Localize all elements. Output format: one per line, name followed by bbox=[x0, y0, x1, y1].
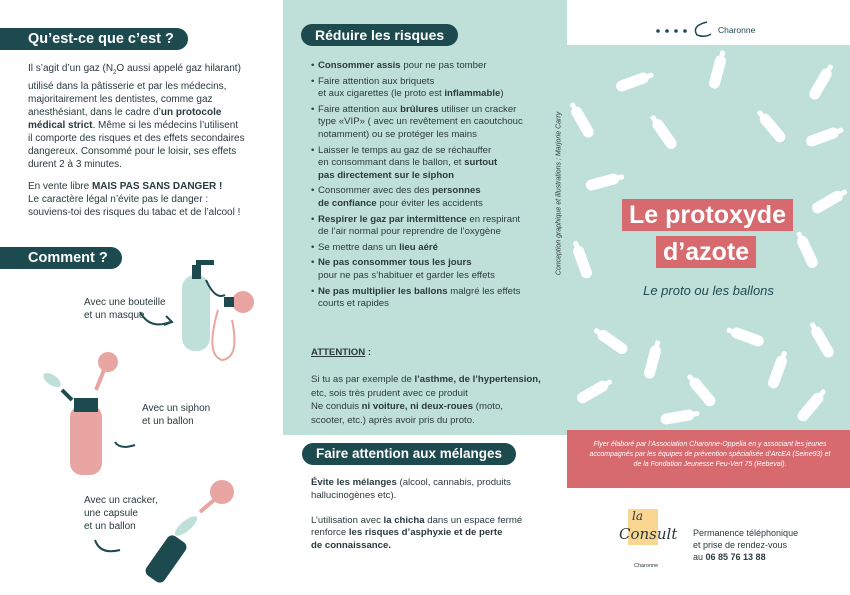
capsule-icon bbox=[805, 126, 841, 148]
cracker-icon bbox=[143, 480, 234, 585]
capsule-icon bbox=[730, 326, 766, 348]
list-item: • Respirer le gaz par intermittence en respirant de l’air normal pour reprendre de l’oxygène bbox=[311, 214, 561, 239]
intro-text: Il s’agit d’un gaz ($N_2O$ aussi appelé gaz hilarant) utilisé dans la pâtisserie et par les médecins, majoritairement les dentistes, comme gaz anesthésiant, dans le cadre d’un protocole médical strict. Même si les médecins l’utilisent il comporte des risques et des effets secondaires dangereux. Consommé pour le loisir, ses effets durent 2 à 3 minutes. bbox=[28, 63, 245, 170]
caption-cracker: Avec un cracker, une capsule et un ballon bbox=[84, 495, 158, 532]
permanence-text: Permanence téléphonique et prise de rendez-vous au 06 85 76 13 88 bbox=[693, 528, 799, 562]
capsule-icon bbox=[650, 117, 679, 151]
subtitle: Le proto ou les ballons bbox=[643, 283, 774, 298]
heading-mixes: Faire attention aux mélanges bbox=[302, 443, 516, 465]
list-item: • Ne pas consommer tous les jours pour ne pas s’habituer et garder les effets bbox=[311, 257, 561, 282]
list-item: • Faire attention aux briquets et aux cigarettes (le proto est inflammable) bbox=[311, 76, 561, 101]
attention-block: ATTENTION : Si tu as par exemple de l’asthme, de l’hypertension, etc, sois très prudent avec ce produit Ne conduis ni voiture, ni deux-roues (moto, scooter, etc.) après avoir pris du proto. bbox=[311, 347, 541, 426]
capsule-icon bbox=[660, 409, 695, 426]
list-item: • Consommer assis pour ne pas tomber bbox=[311, 60, 561, 73]
list-item: • Laisser le temps au gaz de se réchauffer en consommant dans le ballon, et surtout pas directement sur le siphon bbox=[311, 145, 561, 183]
capsule-icon bbox=[757, 111, 787, 144]
capsule-icon bbox=[615, 71, 651, 93]
capsule-icon bbox=[767, 354, 789, 390]
capsule-icon bbox=[572, 244, 594, 280]
list-item: • Ne pas multiplier les ballons malgré les effets courts et rapides bbox=[311, 286, 561, 311]
caption-bottle: Avec une bouteille et un masque bbox=[84, 297, 166, 321]
capsule-icon bbox=[595, 328, 629, 357]
illustrations bbox=[0, 250, 283, 595]
caption-siphon: Avec un siphon et un ballon bbox=[142, 403, 211, 427]
panel-left bbox=[0, 0, 283, 595]
arrow-icon bbox=[115, 442, 135, 447]
capsule-icon bbox=[569, 105, 596, 140]
capsule-icon bbox=[687, 375, 717, 408]
risk-list bbox=[311, 60, 561, 314]
capsule-icon bbox=[809, 325, 836, 360]
charonne-logo: Charonne bbox=[655, 18, 775, 40]
capsule-icon bbox=[575, 379, 610, 406]
gas-bottle-icon bbox=[182, 260, 225, 351]
capsule-icon bbox=[795, 390, 825, 423]
mask-icon bbox=[212, 291, 254, 360]
arrow-icon bbox=[95, 540, 120, 551]
sale-text: En vente libre MAIS PAS SANS DANGER ! Le caractère légal n’évite pas le danger : souviens-toi des risques du tabac et de l’alcool ! bbox=[28, 181, 241, 218]
balloon-icon bbox=[41, 352, 118, 390]
arrow-icon bbox=[140, 312, 170, 324]
siphon-icon bbox=[62, 390, 102, 475]
la-consult-logo: la Consult Charonne bbox=[619, 509, 678, 569]
list-item: • Se mettre dans un lieu aéré bbox=[311, 242, 561, 255]
title-line-2: d’azote bbox=[656, 236, 756, 268]
heading-reduce-risks: Réduire les risques bbox=[301, 24, 458, 46]
capsule-icon bbox=[795, 234, 819, 269]
flyer-credit: Flyer élaboré par l’Association Charonne-Oppelia en y associant les jeunes accompagnés par les équipes de prévention spécialisée d’ArcEA (Seine93) et de la Fondation Jeunesse Feu-Vert 75 (Rebeval). bbox=[589, 441, 831, 468]
heading-how: Comment ? bbox=[0, 247, 122, 269]
capsule-icon bbox=[643, 344, 662, 380]
capsule-icon bbox=[810, 189, 845, 216]
design-credit: Conception graphique et illustrations : Marjorie Carry bbox=[555, 111, 563, 276]
mix-text: Évite les mélanges (alcool, cannabis, produits hallucinogènes etc). L’utilisation avec la chicha dans un espace fermé renforce les risques d’asphyxie et de perte de connaissance. bbox=[311, 477, 523, 551]
capsule-icon bbox=[585, 172, 621, 191]
capsule-icon bbox=[807, 67, 834, 102]
list-item: • Consommer avec des des personnes de confiance pour éviter les accidents bbox=[311, 185, 561, 210]
list-item: • Faire attention aux brûlures utiliser un cracker type «VIP» ( avec un revêtement en caoutchouc notamment) ou se protéger les mains bbox=[311, 104, 561, 142]
title-line-1: Le protoxyde bbox=[622, 199, 793, 231]
capsule-icon bbox=[708, 54, 727, 90]
heading-what-is-it: Qu’est-ce que c’est ? bbox=[0, 28, 188, 50]
phone-number[interactable]: 06 85 76 13 88 bbox=[705, 552, 766, 562]
